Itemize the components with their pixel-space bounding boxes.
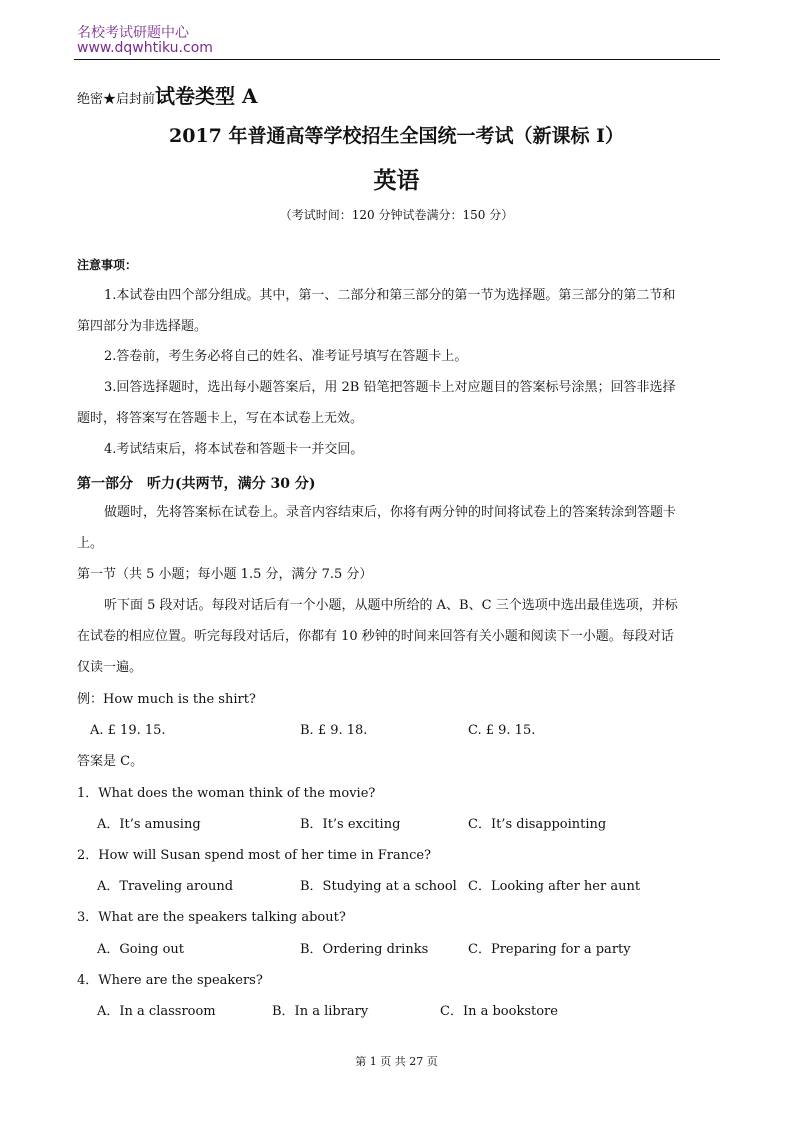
question-2-option-c: C．Looking after her aunt [468, 879, 641, 894]
question-2-option-b: B．Studying at a school [300, 879, 457, 894]
question-4-stem: 4．Where are the speakers? [77, 973, 263, 988]
part1-heading: 第一部分 听力(共两节，满分 30 分) [77, 476, 316, 492]
page-footer [0, 1053, 793, 1069]
section1-heading: 第一节（共 5 小题；每小题 1.5 分，满分 7.5 分） [77, 567, 373, 582]
notes-item-3-line-1: 3.回答选择题时，选出每小题答案后，用 2B 铅笔把答题卡上对应题目的答案标号涂黑；回答非选择 [104, 380, 676, 395]
question-4-option-b: B．In a library [272, 1004, 369, 1019]
page-number: 1 [369, 1055, 377, 1068]
question-1-option-c: C．It’s disappointing [468, 817, 607, 832]
brand-url[interactable]: www.dqwhtiku.com [77, 40, 213, 56]
example-option-a: A. £ 19. 15. [90, 723, 166, 738]
page-prefix: 第 [355, 1055, 367, 1068]
header-divider [74, 59, 720, 60]
example-option-c: C. £ 9. 15. [468, 723, 536, 738]
example-question: 例：How much is the shirt? [77, 692, 256, 707]
notes-item-1-line-1: 1.本试卷由四个部分组成。其中，第一、二部分和第三部分的第一节为选择题。第三部分的第二节和 [104, 288, 676, 303]
section1-line-1: 听下面 5 段对话。每段对话后有一个小题，从题中所给的 A、B、C 三个选项中选出最佳选项，并标 [104, 598, 678, 613]
exam-label-row [77, 80, 258, 109]
question-3-option-a: A．Going out [97, 942, 185, 957]
secret-label: 绝密★启封前 [77, 92, 156, 107]
page-suffix: 页 [426, 1055, 438, 1068]
question-3-stem: 3．What are the speakers talking about? [77, 910, 346, 925]
question-4-option-a: A．In a classroom [97, 1004, 216, 1019]
notes-item-3-line-2: 题时，将答案写在答题卡上，写在本试卷上无效。 [77, 411, 364, 426]
exam-title: 2017 年普通高等学校招生全国统一考试（新课标 I） [169, 125, 624, 147]
example-answer: 答案是 C。 [77, 754, 144, 769]
section1-line-2: 在试卷的相应位置。听完每段对话后，你都有 10 秒钟的时间来回答有关小题和阅读下一小题。每段对话 [77, 629, 674, 644]
question-1-stem: 1．What does the woman think of the movie? [77, 786, 376, 801]
question-4-option-c: C．In a bookstore [440, 1004, 558, 1019]
question-2-option-a: A．Traveling around [97, 879, 234, 894]
example-option-b: B. £ 9. 18. [300, 723, 368, 738]
paper-type: 试卷类型 A [155, 84, 258, 108]
notes-item-1-line-2: 第四部分为非选择题。 [77, 319, 208, 334]
part1-instruction-line-1: 做题时，先将答案标在试卷上。录音内容结束后，你将有两分钟的时间将试卷上的答案转涂到答题卡 [104, 505, 677, 520]
question-3-option-c: C．Preparing for a party [468, 942, 631, 957]
question-2-stem: 2．How will Susan spend most of her time in France? [77, 848, 432, 863]
exam-subject: 英语 [373, 167, 420, 194]
page-total: 27 [409, 1055, 424, 1068]
section1-line-3: 仅读一遍。 [77, 660, 143, 675]
question-3-option-b: B．Ordering drinks [300, 942, 429, 957]
notes-item-2: 2.答卷前，考生务必将自己的姓名、准考证号填写在答题卡上。 [104, 349, 468, 364]
question-1-option-a: A．It’s amusing [97, 817, 201, 832]
brand-name: 名校考试研题中心 [77, 25, 189, 41]
exam-time-info: （考试时间：120 分钟试卷满分：150 分） [279, 208, 514, 222]
part1-instruction-line-2: 上。 [77, 536, 104, 551]
page-mid: 页 共 [380, 1055, 406, 1068]
question-1-option-b: B．It’s exciting [300, 817, 401, 832]
notes-item-4: 4.考试结束后，将本试卷和答题卡一并交回。 [104, 442, 364, 457]
notes-heading: 注意事项： [77, 258, 138, 272]
